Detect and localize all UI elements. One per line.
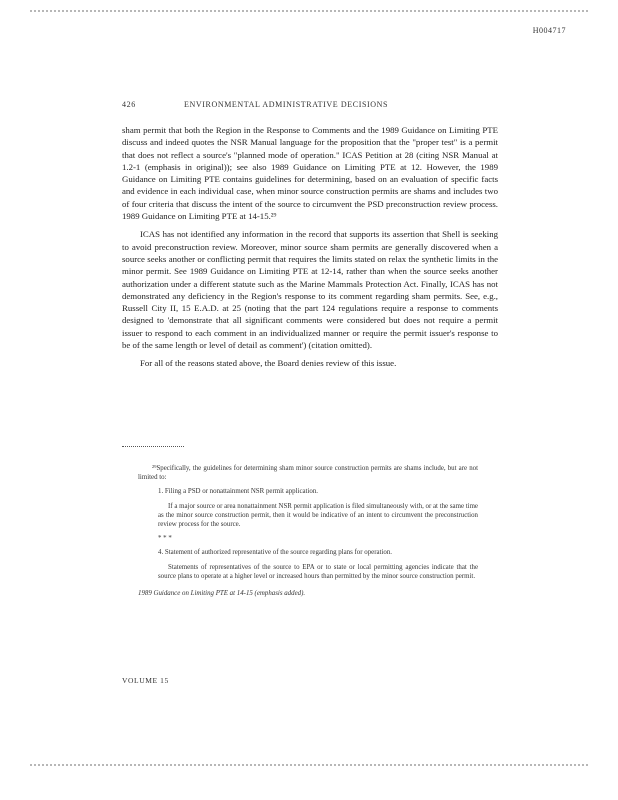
document-stamp: H004717: [532, 26, 566, 35]
running-head-title: ENVIRONMENTAL ADMINISTRATIVE DECISIONS: [184, 100, 389, 109]
scan-edge-top: [30, 10, 588, 16]
footnote: [138, 464, 478, 603]
scan-edge-bottom: [30, 764, 588, 770]
footnote-separator: [122, 446, 184, 447]
footnote-intro: ²⁹Specifically, the guidelines for determining sham minor source construction permits are shams include, but are not limited to:: [138, 465, 478, 482]
footnote-item: If a major source or area nonattainment NSR permit application is filed simultaneously with, or at the same time as the minor source construction permit, then it would be indicative of an intent to circumvent the preconstruction review process for the source.: [158, 502, 478, 529]
footnote-item: 1. Filing a PSD or nonattainment NSR permit application.: [158, 488, 319, 496]
volume-label: VOLUME 15: [122, 676, 169, 685]
footnote-item: Statements of representatives of the source to EPA or to state or local permitting agencies indicate that the source plans to operate at a higher level or increased hours than permitted by the minor source construction permit.: [158, 563, 478, 580]
body-paragraph: ICAS has not identified any information in the record that supports its assertion that Shell is seeking to avoid preconstruction review. Moreover, minor source sham permits are generally discovered when a source seeks another or conflicting permit that requires the limits stated on relax the synthetic limits in the minor permit. See 1989 Guidance on Limiting PTE at 12-14, rather than when the source seeks another authorization under a different statute such as the Marine Mammals Protection Act. Finally, ICAS has not demonstrated any deficiency in the Region's response to its comment regarding sham permits. See, e.g., Russell City II, 15 E.A.D. at 25 (noting that the part 124 regulations require a response to comments designed to 'demonstrate that all significant comments were considered but does not require a permit issuer to respond to each comment in an individualized manner or require the permit issuer's response to be of the same length or level of detail as comment') (citation omitted).: [122, 229, 498, 351]
footnote-item: 4. Statement of authorized representative of the source regarding plans for operation.: [158, 549, 393, 557]
footnote-source: 1989 Guidance on Limiting PTE at 14-15 (emphasis added).: [138, 590, 306, 598]
body-paragraph: For all of the reasons stated above, the Board denies review of this issue.: [140, 358, 397, 369]
footnote-item: * * *: [158, 535, 172, 543]
page-number: 426: [122, 100, 136, 109]
body-paragraph: sham permit that both the Region in the Response to Comments and the 1989 Guidance on Limiting PTE discuss and indeed quotes the NSR Manual language for the proposition that the "proper test" is a permit that does not reflect a source's "planned mode of operation." ICAS Petition at 28 (citing NSR Manual at 1.2-1 (emphasis in original)); see also 1989 Guidance on Limiting PTE at 12. However, the 1989 Guidance on Limiting PTE contains guidelines for determining, based on an evaluation of specific facts and evidence in each individual case, when minor source construction permits are shams and includes two of four criteria that discuss the intent of the source to circumvent the PSD preconstruction review process. 1989 Guidance on Limiting PTE at 14-15.²⁹: [122, 125, 498, 222]
body-text: [122, 124, 498, 376]
